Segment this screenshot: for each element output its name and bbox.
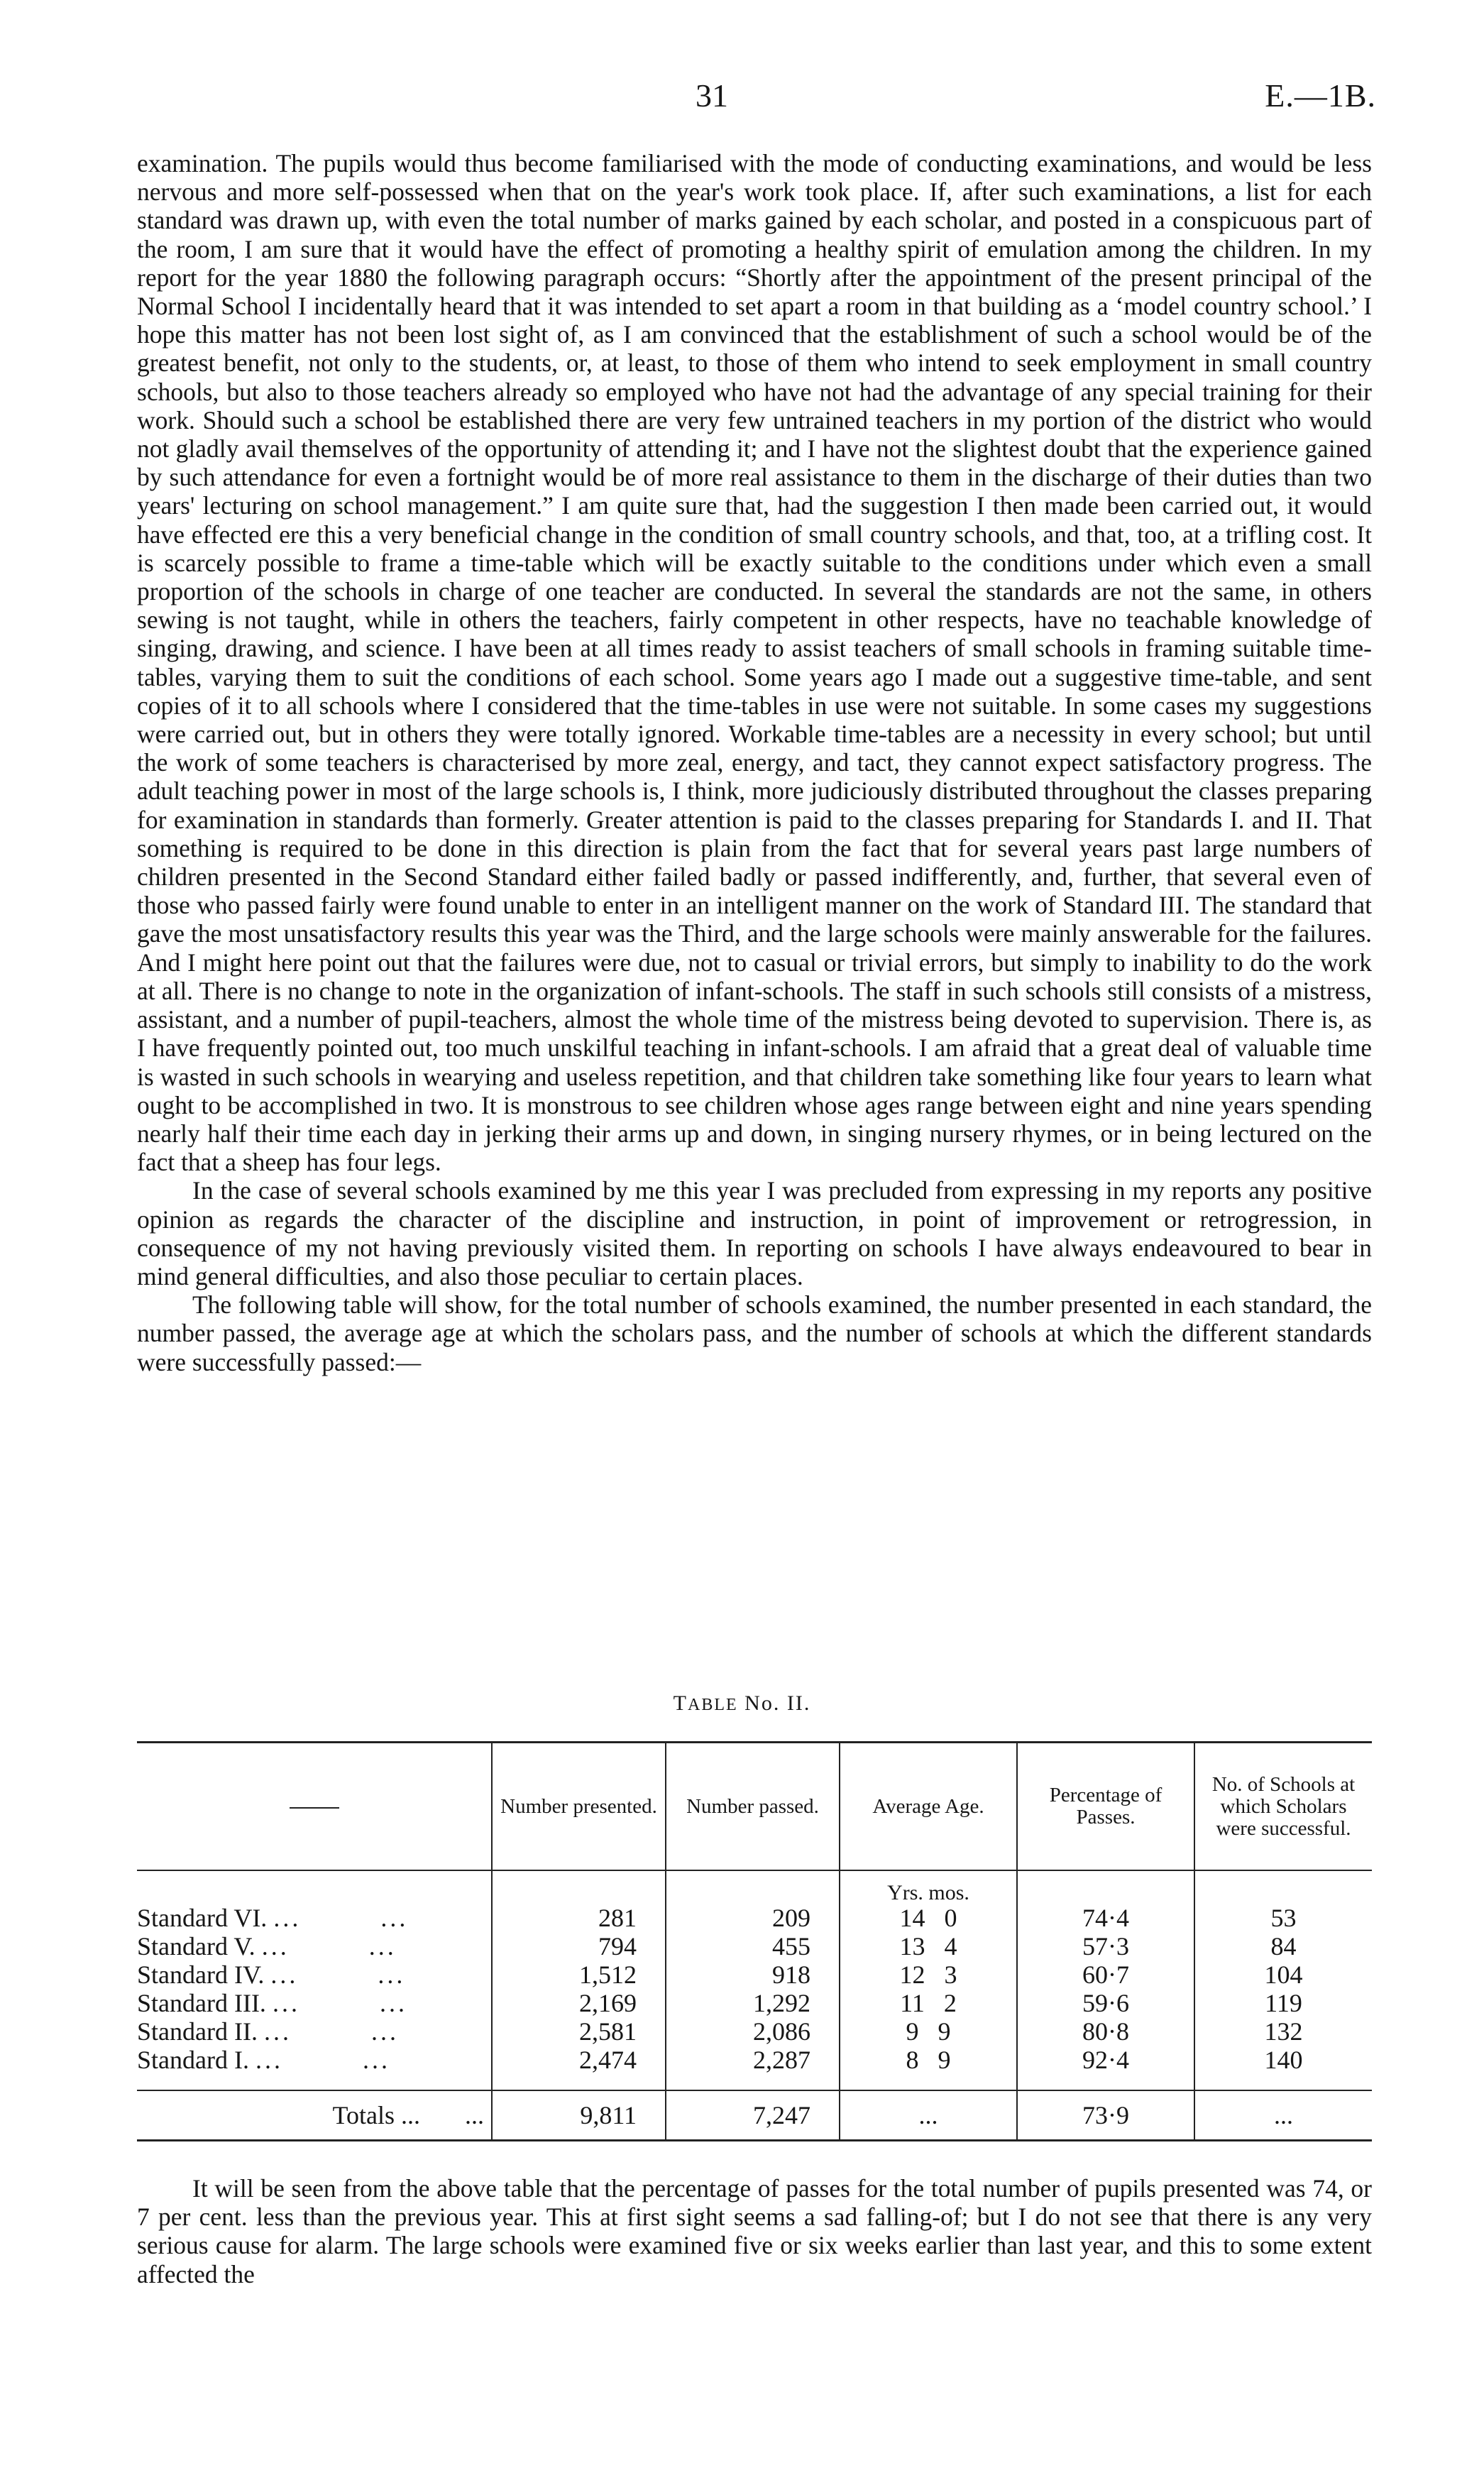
standard-label: Standard V.	[137, 1932, 255, 1960]
units-row	[137, 1870, 1372, 1904]
age-cell: 12 3	[840, 1960, 1017, 1989]
standard-label: Standard I.	[137, 2046, 249, 2074]
passed-cell: 2,086	[666, 2017, 840, 2046]
paragraph-percentage-passes: It will be seen from the above table that the percentage of passes for the total number of pupils presented was 74, or 7 per cent. less than the previous year. This at first sight seems a sad falling-of; but I do not see that there is any very serious cause for alarm. The large schools were examined five or six weeks earlier than last year, and this to some extent affected the	[137, 2174, 1372, 2288]
table-row: Standard III. ... ... 2,169 1,292 11 2 59·6 119	[137, 1989, 1372, 2017]
standard-label: Standard VI.	[137, 1904, 268, 1932]
header-percentage: Percentage of Passes.	[1017, 1743, 1194, 1871]
totals-presented: 9,811	[492, 2090, 666, 2141]
table-row: Standard IV. ... ... 1,512 918 12 3 60·7 104	[137, 1960, 1372, 1989]
passed-cell: 2,287	[666, 2046, 840, 2090]
header-presented: Number presented.	[492, 1743, 666, 1871]
schools-cell: 104	[1194, 1960, 1372, 1989]
presented-cell: 281	[492, 1904, 666, 1932]
table-row: Standard I. ... ... 2,474 2,287 8 9 92·4 140	[137, 2046, 1372, 2090]
age-units: Yrs. mos.	[840, 1870, 1017, 1904]
schools-cell: 53	[1194, 1904, 1372, 1932]
paragraph-examination: examination. The pupils would thus become familiarised with the mode of conducting examinations, and would be less nervous and more self-possessed when that on the year's work took place. If, after such examinations, a list for each standard was drawn up, with even the total number of marks gained by each scholar, and posted in a conspicuous part of the room, I am sure that it would have the effect of promoting a healthy spirit of emulation among the children. In my report for the year 1880 the following paragraph occurs: “Shortly after the appointment of the present principal of the Normal School I incidentally heard that it was intended to set apart a room in that building as a ‘model country school.’ I hope this matter has not been lost sight of, as I am convinced that the establishment of such a school would be of the greatest benefit, not only to the students, or, at least, to those of them who intend to seek employment in small country schools, but also to those teachers already so employed who have not had the advantage of any special training for their work. Should such a school be established there are very few untrained teachers in my portion of the district who would not gladly avail themselves of the opportunity of attending it; and I have not the slightest doubt that the experience gained by such attendance for even a fortnight would be of more real assistance to them in the discharge of their duties than two years' lecturing on school management.” I am quite sure that, had the suggestion I then made been carried out, it would have effected ere this a very beneficial change in the condition of small country schools, and that, too, at a trifling cost. It is scarcely possible to frame a time-table which will be exactly suitable to the conditions under which even a small proportion of the schools in charge of one teacher are conducted. In several the standards are not the same, in others sewing is not taught, while in others the teachers, fairly competent in other respects, have no teachable knowledge of singing, drawing, and science. I have been at all times ready to assist teachers of small schools in framing suitable time-tables, varying them to suit the conditions of each school. Some years ago I made out a suggestive time-table, and sent copies of it to all schools where I considered that the time-tables in use were not suitable. In some cases my suggestions were carried out, but in others they were totally ignored. Workable time-tables are a necessity in every school; but until the work of some teachers is characterised by more zeal, energy, and tact, they cannot expect satisfactory progress. The adult teaching power in most of the large schools is, I think, more judiciously distributed throughout the classes preparing for examination in standards than formerly. Greater attention is paid to the classes preparing for Standards I. and II. That something is required to be done in this direction is plain from the fact that for several years past large numbers of children presented in the Second Standard either failed badly or passed indifferently, and, further, that several even of those who passed fairly were found unable to enter in an intelligent manner on the work of Standard III. The standard that gave the most unsatisfactory results this year was the Third, and the large schools were mainly answerable for the failures. And I might here point out that the failures were due, not to casual or trivial errors, but simply to inability to do the work at all. There is no change to note in the organization of infant-schools. The staff in such schools still consists of a mistress, assistant, and a number of pupil-teachers, almost the whole time of the mistress being devoted to supervision. There is, as I have frequently pointed out, too much unskilful teaching in infant-schools. I am afraid that a great deal of valuable time is wasted in such schools in wearying and useless repetition, and that children take something like four years to learn what ought to be accomplished in two. It is monstrous to see children whose ages range between eight and nine years spending nearly half their time each day in jerking their arms up and down, in singing nursery rhymes, or in being lectured on the fact that a sheep has four legs.	[137, 149, 1372, 1177]
report-body	[137, 149, 1372, 1376]
table-row: Standard VI. ... ... 281 209 14 0 74·4 53	[137, 1904, 1372, 1932]
page-number: 31	[696, 77, 728, 114]
header-blank	[137, 1743, 492, 1871]
percentage-cell: 59·6	[1017, 1989, 1194, 2017]
schools-cell: 140	[1194, 2046, 1372, 2090]
age-cell: 13 4	[840, 1932, 1017, 1960]
paragraph-schools-examined: In the case of several schools examined by me this year I was precluded from expressing in my reports any positive opinion as regards the character of the discipline and instruction, in point of improvement or retrogression, in consequence of my not having previously visited them. In reporting on schools I have always endeavoured to bear in mind general difficulties, and also those peculiar to certain places.	[137, 1176, 1372, 1290]
totals-label: Totals ... ...	[137, 2090, 492, 2141]
passed-cell: 918	[666, 1960, 840, 1989]
age-cell: 11 2	[840, 1989, 1017, 2017]
schools-cell: 84	[1194, 1932, 1372, 1960]
page-header	[0, 77, 1484, 119]
totals-row	[137, 2090, 1372, 2141]
standard-label: Standard II.	[137, 2017, 258, 2046]
table-row: Standard V. ... ... 794 455 13 4 57·3 84	[137, 1932, 1372, 1960]
presented-cell: 2,581	[492, 2017, 666, 2046]
percentage-cell: 57·3	[1017, 1932, 1194, 1960]
table-header-row	[137, 1743, 1372, 1871]
standard-label: Standard IV.	[137, 1960, 265, 1989]
schools-cell: 119	[1194, 1989, 1372, 2017]
totals-passed: 7,247	[666, 2090, 840, 2141]
table-row: Standard II. ... ... 2,581 2,086 9 9 80·8 132	[137, 2017, 1372, 2046]
totals-schools: ...	[1194, 2090, 1372, 2141]
percentage-cell: 74·4	[1017, 1904, 1194, 1932]
standards-table	[137, 1741, 1372, 2141]
closing-text	[137, 2174, 1372, 2288]
presented-cell: 2,474	[492, 2046, 666, 2090]
schools-cell: 132	[1194, 2017, 1372, 2046]
age-cell: 8 9	[840, 2046, 1017, 2090]
age-cell: 14 0	[840, 1904, 1017, 1932]
passed-cell: 1,292	[666, 1989, 840, 2017]
passed-cell: 209	[666, 1904, 840, 1932]
percentage-cell: 80·8	[1017, 2017, 1194, 2046]
presented-cell: 1,512	[492, 1960, 666, 1989]
totals-age: ...	[840, 2090, 1017, 2141]
percentage-cell: 60·7	[1017, 1960, 1194, 1989]
presented-cell: 2,169	[492, 1989, 666, 2017]
document-reference: E.—1B.	[1265, 77, 1376, 114]
totals-percentage: 73·9	[1017, 2090, 1194, 2141]
table-title: TABLE No. II.	[673, 1691, 811, 1715]
percentage-cell: 92·4	[1017, 2046, 1194, 2090]
presented-cell: 794	[492, 1932, 666, 1960]
header-schools: No. of Schools at which Scholars were successful.	[1194, 1743, 1372, 1871]
passed-cell: 455	[666, 1932, 840, 1960]
header-average-age: Average Age.	[840, 1743, 1017, 1871]
age-cell: 9 9	[840, 2017, 1017, 2046]
standard-label: Standard III.	[137, 1989, 266, 2017]
paragraph-table-intro: The following table will show, for the total number of schools examined, the number presented in each standard, the number passed, the average age at which the scholars pass, and the number of schools at which the different standards were successfully passed:—	[137, 1290, 1372, 1376]
header-passed: Number passed.	[666, 1743, 840, 1871]
